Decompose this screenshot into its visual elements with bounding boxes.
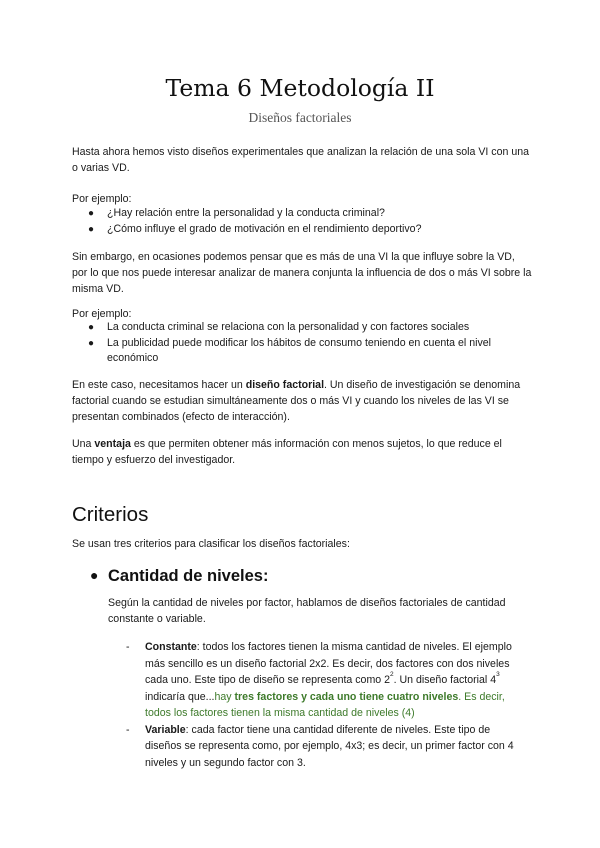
page-subtitle: Diseños factoriales [248,110,352,125]
section-heading-criterios: Criterios [72,503,149,526]
intro-paragraph-2: Sin embargo, en ocasiones podemos pensar que es más de una VI la que influye sobre la VD, por lo que nos puede interesar analizar de manera conjunta la influencia de dos o más VI sobre la misma VD. [72,251,532,295]
example-lead-1: Por ejemplo: [72,193,132,205]
term-ventaja: ventaja [94,438,131,450]
bullet-icon: ● [88,337,95,349]
bullet-icon: ● [88,223,95,235]
dash-marker: - [126,641,130,653]
dash-marker: - [126,723,130,736]
page-title: Tema 6 Metodología II [165,74,435,102]
intro-paragraph-4: Una ventaja es que permiten obtener más información con menos sujetos, lo que reduce el tiempo y esfuerzo del investigador. [72,438,502,466]
list-item: ● La publicidad puede modificar los hábitos de consumo teniendo en cuenta el nivel económico [88,336,491,364]
bullet-icon: ● [90,567,99,583]
intro-paragraph-3: En este caso, necesitamos hacer un diseño factorial. Un diseño de investigación se denomina factorial cuando se estudian simultáneamente dos o más VI y cuando los niveles de las VI se presentan combinados (efecto de interacción). [72,379,521,423]
bullet-icon: ● [88,208,95,219]
criterios-intro: Se usan tres criterios para clasificar los diseños factoriales: [72,538,350,550]
cantidad-niveles-intro: Según la cantidad de niveles por factor, hablamos de diseños factoriales de cantidad constante o variable. [108,597,506,625]
list-item: ● La conducta criminal se relaciona con la personalidad y con factores sociales [72,320,532,336]
list-item: ● ¿Cómo influye el grado de motivación en el rendimiento deportivo? [72,222,532,238]
niveles-list [126,639,526,771]
intro-paragraph-1: Hasta ahora hemos visto diseños experimentales que analizan la relación de una sola VI con una o varias VD. [72,146,529,174]
term-diseno-factorial: diseño factorial [245,379,325,391]
example-lead-2: Por ejemplo: [72,308,132,320]
list-item: ● ¿Hay relación entre la personalidad y la conducta criminal? [72,206,532,222]
subheading-cantidad-niveles: ● Cantidad de niveles: [90,567,269,585]
example-list-2 [72,320,532,367]
bullet-icon: ● [88,322,95,333]
answer-highlight: hay tres factores y cada uno tiene cuatro niveles. Es decir, todos los factores tienen la misma cantidad de niveles (4) [145,690,505,719]
list-item-variable: - Variable: cada factor tiene una cantidad diferente de niveles. Este tipo de diseños se representa como, por ejemplo, 4x3; es decir, un primer factor con 4 niveles y un segundo factor con 3. [126,723,514,769]
example-list-1 [72,206,532,237]
list-item-constante: - Constante: todos los factores tienen la misma cantidad de niveles. El ejemplo más sencillo es un diseño factorial 2x2. Es decir, dos factores con dos niveles cada uno. Este tipo de diseño se representa como $2^2$. Un diseño factorial $4^3$ indicaría que...hay tres factores y cada uno tiene cuatro niveles. Es decir, todos los factores tienen la misma cantidad de niveles (4) [126,641,512,719]
